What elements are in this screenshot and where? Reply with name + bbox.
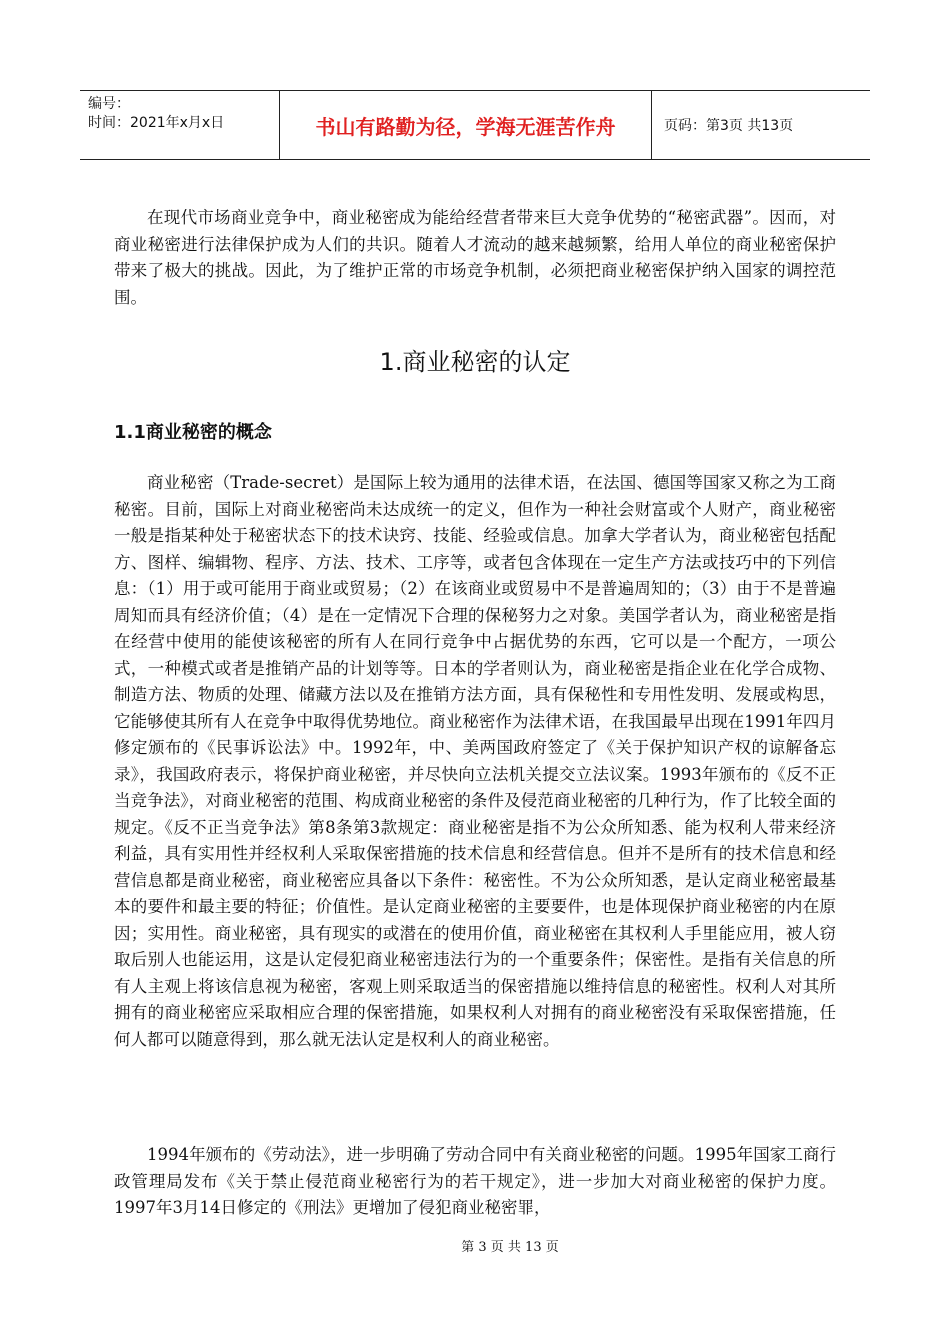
section-title: 1.商业秘密的认定 [379, 348, 571, 376]
serial-number-label: 编号： [88, 96, 130, 112]
header-motto: 书山有路勤为径，学海无涯苦作舟 [280, 91, 652, 159]
header-page-info: 页码：第3页 共13页 [664, 118, 794, 134]
law-history-paragraph: 1994年颁布的《劳动法》，进一步明确了劳动合同中有关商业秘密的问题。1995年国家工商行政管理局发布《关于禁止侵范商业秘密行为的若干规定》，进一步加大对商业秘密的保护力度。1997年3月14日修定的《刑法》更增加了侵犯商业秘密罪， [114, 1145, 836, 1217]
concept-paragraph: 商业秘密（Trade-secret）是国际上较为通用的法律术语，在法国、德国等国家又称之为工商秘密。目前，国际上对商业秘密尚未达成统一的定义，但作为一种社会财富或个人财产，商业秘密一般是指某种处于秘密状态下的技术诀窍、技能、经验或信息。加拿大学者认为，商业秘密包括配方、图样、编辑物、程序、方法、技术、工序等，或者包含体现在一定生产方法或技巧中的下列信息：（1）用于或可能用于商业或贸易；（2）在该商业或贸易中不是普遍周知的；（3）由于不是普遍周知而具有经济价值；（4）是在一定情况下合理的保秘努力之对象。美国学者认为，商业秘密是指在经营中使用的能使该秘密的所有人在同行竞争中占据优势的东西，它可以是一个配方，一项公式，一种模式或者是推销产品的计划等等。日本的学者则认为，商业秘密是指企业在化学合成物、制造方法、物质的处理、储藏方法以及在推销方法方面，具有保秘性和专用性发明、发展或构思，它能够使其所有人在竞争中取得优势地位。商业秘密作为法律术语，在我国最早出现在1991年四月修定颁布的《民事诉讼法》中。1992年，中、美两国政府签定了《关于保护知识产权的谅解备忘录》，我国政府表示，将保护商业秘密，并尽快向立法机关提交立法议案。1993年颁布的《反不正当竞争法》，对商业秘密的范围、构成商业秘密的条件及侵范商业秘密的几种行为，作了比较全面的规定。《反不正当竞争法》第8条第3款规定：商业秘密是指不为公众所知悉、能为权利人带来经济利益，具有实用性并经权利人采取保密措施的技术信息和经营信息。但并不是所有的技术信息和经营信息都是商业秘密，商业秘密应具备以下条件：秘密性。不为公众所知悉，是认定商业秘密最基本的要件和最主要的特征；价值性。是认定商业秘密的主要要件，也是体现保护商业秘密的内在原因；实用性。商业秘密，具有现实的或潜在的使用价值，商业秘密在其权利人手里能应用，被人窃取后别人也能运用，这是认定侵犯商业秘密违法行为的一个重要条件；保密性。是指有关信息的所有人主观上将该信息视为秘密，客观上则采取适当的保密措施以维持信息的秘密性。权利人对其所拥有的商业秘密应采取相应合理的保密措施，如果权利人对拥有的商业秘密没有采取保密措施，任何人都可以随意得到，那么就无法认定是权利人的商业秘密。 [114, 473, 836, 1049]
page-footer: 第 3 页 共 13 页 [461, 1240, 559, 1255]
intro-paragraph: 在现代市场商业竞争中，商业秘密成为能给经营者带来巨大竞争优势的“秘密武器”。因而，对商业秘密进行法律保护成为人们的共识。随着人才流动的越来越频繁，给用人单位的商业秘密保护带来了极大的挑战。因此，为了维护正常的市场竞争机制，必须把商业秘密保护纳入国家的调控范围。 [114, 208, 836, 307]
time-label: 时间：2021年x月x日 [88, 115, 225, 131]
header-meta-cell [80, 91, 280, 159]
document-header [80, 90, 870, 160]
subsection-title: 1.1商业秘密的概念 [114, 422, 272, 443]
